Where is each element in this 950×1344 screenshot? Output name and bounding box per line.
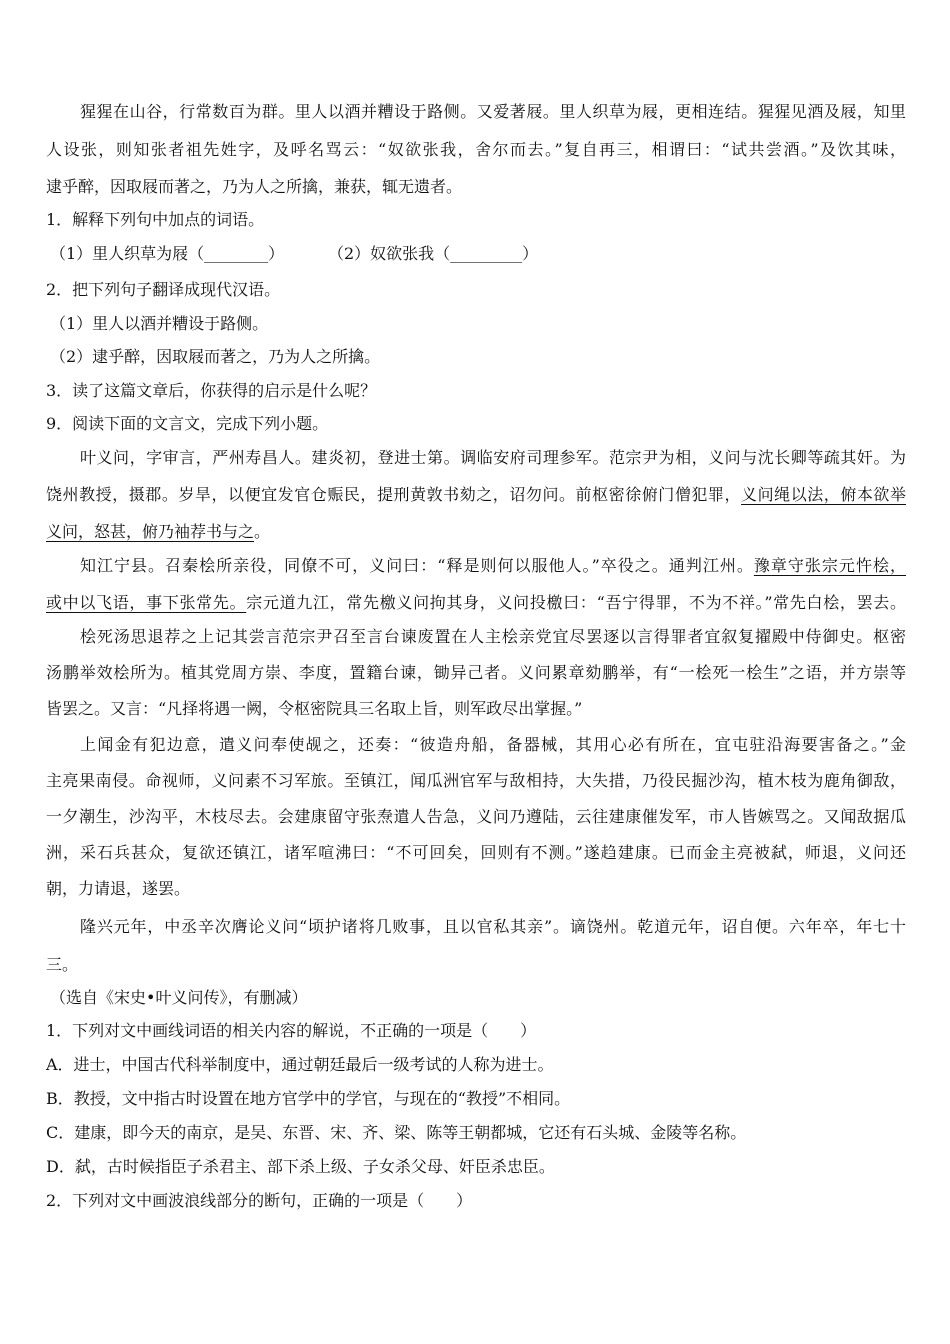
question-2-item-2: （2）逮乎醉，因取屐而著之，乃为人之所擒。	[50, 347, 381, 366]
passage-line: 上闻金有犯边意，遣义问奉使觇之，还奏：“彼造舟船，备器械，其用心必有所在，宜屯驻沿海要害备之。”金	[80, 735, 906, 754]
text: 。枢密	[856, 627, 906, 646]
passage-line: 叶义问，字审言，严州寿昌人。建炎初，登进士第。调临安府司理参军。范宗尹为相，义问与沈长卿等疏其奸。为	[80, 448, 906, 467]
question-2-title: 2．把下列句子翻译成现代汉语。	[46, 280, 281, 299]
question-3-title: 3．读了这篇文章后，你获得的启示是什么呢？	[46, 381, 377, 400]
question-1-item-1: （1）里人织草为屐（________）	[50, 244, 285, 263]
passage-line	[46, 522, 906, 542]
question-9-title: 9．阅读下面的文言文，完成下列小题。	[46, 414, 329, 433]
passage-line	[46, 485, 906, 505]
option-d: D．弑，古时候指臣子杀君主、部下杀上级、子女杀父母、奸臣杀忠臣。	[46, 1157, 555, 1176]
underlined-text: 义问绳以法，俯本欲举	[741, 485, 906, 504]
passage-line: 隆兴元年，中丞辛次膺论义问“顷护诸将几败事，且以官私其亲”。谪饶州。乾道元年，诏自便。六年卒，年七十	[80, 917, 906, 936]
text: 。	[254, 522, 271, 541]
passage-line: 三。	[46, 955, 79, 974]
passage-line: 汤鹏举效桧所为。植其党周方崇、李度，置籍台谏，锄异己者。义问累章劾鹏举，有“一桧死一桧生”之语，并方崇等	[46, 663, 906, 682]
underlined-text: 豫章守张宗元忤桧，	[753, 556, 906, 575]
option-b: B．教授，文中指古时设置在地方官学中的学官，与现在的“教授”不相同。	[46, 1089, 571, 1108]
sub-question-1: 1．下列对文中画线词语的相关内容的解说，不正确的一项是（ ）	[46, 1021, 537, 1040]
option-a: A．进士，中国古代科举制度中，通过朝廷最后一级考试的人称为进士。	[46, 1055, 554, 1074]
underlined-text: 义问，怒甚，俯乃袖荐书与之	[46, 522, 255, 541]
passage-line: 朝，力请退，遂罢。	[46, 879, 191, 898]
sub-question-2: 2．下列对文中画波浪线部分的断句，正确的一项是（ ）	[46, 1191, 473, 1210]
text: 饶州教授，摄郡。岁旱，以便宜发官仓赈民，提刑黄敦书劾之，诏勿问。前枢密徐俯门僧犯罪，	[46, 485, 742, 504]
source-citation: （选自《宋史•叶义问传》，有删减）	[50, 988, 308, 1007]
passage-line: 一夕潮生，沙沟平，木枝尽去。会建康留守张焘遣人告急，义问乃遵陆，云往建康催发军，市人皆嫉骂之。又闻敌据瓜	[46, 807, 906, 826]
passage-line: 主亮果南侵。命视师，义问素不习军旅。至镇江，闻瓜洲官军与敌相持，大失措，乃役民掘沙沟，植木枝为鹿角御敌，	[46, 771, 906, 790]
passage-line	[46, 627, 906, 647]
passage-line	[46, 593, 906, 613]
text: 知江宁县。召秦桧所亲役，同僚不可，义问曰：“释是则何以服他人。”卒役之。通判江州。	[80, 556, 754, 575]
option-c: C．建康，即今天的南京，是吴、东晋、宋、齐、梁、陈等王朝都城，它还有石头城、金陵等名称。	[46, 1123, 747, 1142]
underlined-text: 或中以飞语，事下张常先。	[46, 593, 247, 612]
passage-line	[46, 556, 906, 576]
passage-line: 逮乎醉，因取屐而著之，乃为人之所擒，兼获，辄无遗者。	[46, 177, 463, 196]
question-1-title: 1．解释下列句中加点的词语。	[46, 210, 265, 229]
question-2-item-1: （1）里人以酒并糟设于路侧。	[50, 314, 269, 333]
passage-line: 皆罢之。又言：“凡择将遇一阙，令枢密院具三名取上旨，则军政尽出掌握。”	[46, 699, 583, 718]
wavy-underlined-text: 桧死汤思退荐之上记其尝言范宗尹召至言台谏废置在人主桧亲党宜尽罢逐以言得罪者宜叙复擢殿中侍御史	[80, 627, 857, 646]
text: 宗元道九江，常先檄义问拘其身，义问投檄曰：“吾宁得罪，不为不祥。”常先白桧，罢去。	[246, 593, 906, 612]
passage-line: 洲，采石兵甚众，复欲还镇江，诸军喧沸曰：“不可回矣，回则有不测。”遂趋建康。已而金主亮被弑，师退，义问还	[46, 843, 906, 862]
passage-line: 人设张，则知张者祖先姓字，及呼名骂云：“奴欲张我，舍尔而去。”复自再三，相谓曰：“试共尝酒。”及饮其味，	[46, 140, 906, 159]
passage-line: 猩猩在山谷，行常数百为群。里人以酒并糟设于路侧。又爱著屐。里人织草为屐，更相连结。猩猩见酒及屐，知里	[80, 102, 906, 121]
question-1-item-2: （2）奴欲张我（_________）	[328, 244, 539, 263]
